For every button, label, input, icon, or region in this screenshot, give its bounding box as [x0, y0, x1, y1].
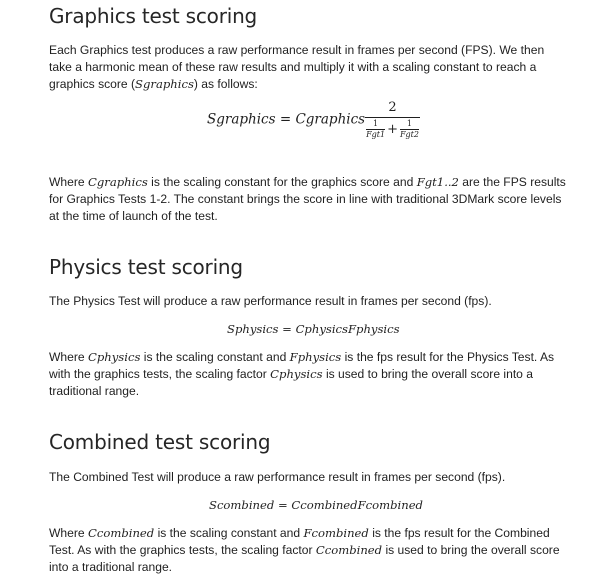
- eq-lhs: Sgraphics: [207, 111, 276, 128]
- physics-description: Where Cphysics is the scaling constant and Fphysics is the fps result for the Physics Test. As with the graphics tests, the scaling factor Cphysics is used to bring the overall score into a traditional range.: [49, 350, 555, 398]
- graphics-intro: Each Graphics test produces a raw performance result in frames per second (FPS). We then take a harmonic mean of these raw results and multiply it with a scaling constant to reach a graphics score (Sgraphics) as follows:: [49, 43, 545, 91]
- eq-harmonic-fraction: 2 $\frac{1}{\text{Fgt1}}$ + $\frac{1}{\text{Fgt2}}$: [366, 100, 419, 139]
- combined-intro: The Combined Test will produce a raw performance result in frames per second (fps).: [49, 470, 506, 484]
- graphics-intro-var: Sgraphics: [135, 77, 194, 91]
- physics-equation: Sphysics = CphysicsFphysics: [227, 322, 400, 336]
- physics-heading: Physics test scoring: [49, 255, 243, 279]
- eq-const: Cgraphics: [295, 111, 366, 128]
- eq-frac-fgt1: $\frac{1}{\text{Fgt1}}$: [366, 119, 386, 139]
- graphics-description: Where Cgraphics is the scaling constant for the graphics score and Fgt1..2 are the FPS results for Graphics Tests 1-2. The constant brings the score in line with traditional 3DMark score levels at the time of launch of the test.: [49, 175, 566, 223]
- combined-equation: Scombined = CcombinedFcombined: [209, 498, 423, 512]
- physics-intro: The Physics Test will produce a raw performance result in frames per second (fps).: [49, 294, 492, 308]
- combined-description: Where Ccombined is the scaling constant and Fcombined is the fps result for the Combined Test. As with the graphics tests, the scaling factor Ccombined is used to bring the overall score into a traditional range.: [49, 526, 560, 574]
- graphics-heading: Graphics test scoring: [49, 4, 258, 28]
- eq-frac-fgt2: $\frac{1}{\text{Fgt2}}$: [399, 119, 419, 139]
- combined-heading: Combined test scoring: [49, 430, 271, 454]
- graphics-equation: Sgraphics = Cgraphics 2 $\frac{1}{\text{Fgt1}}$ + $\frac{1}{\text{Fgt2}}$: [207, 100, 419, 139]
- eq-numerator: 2: [388, 100, 397, 115]
